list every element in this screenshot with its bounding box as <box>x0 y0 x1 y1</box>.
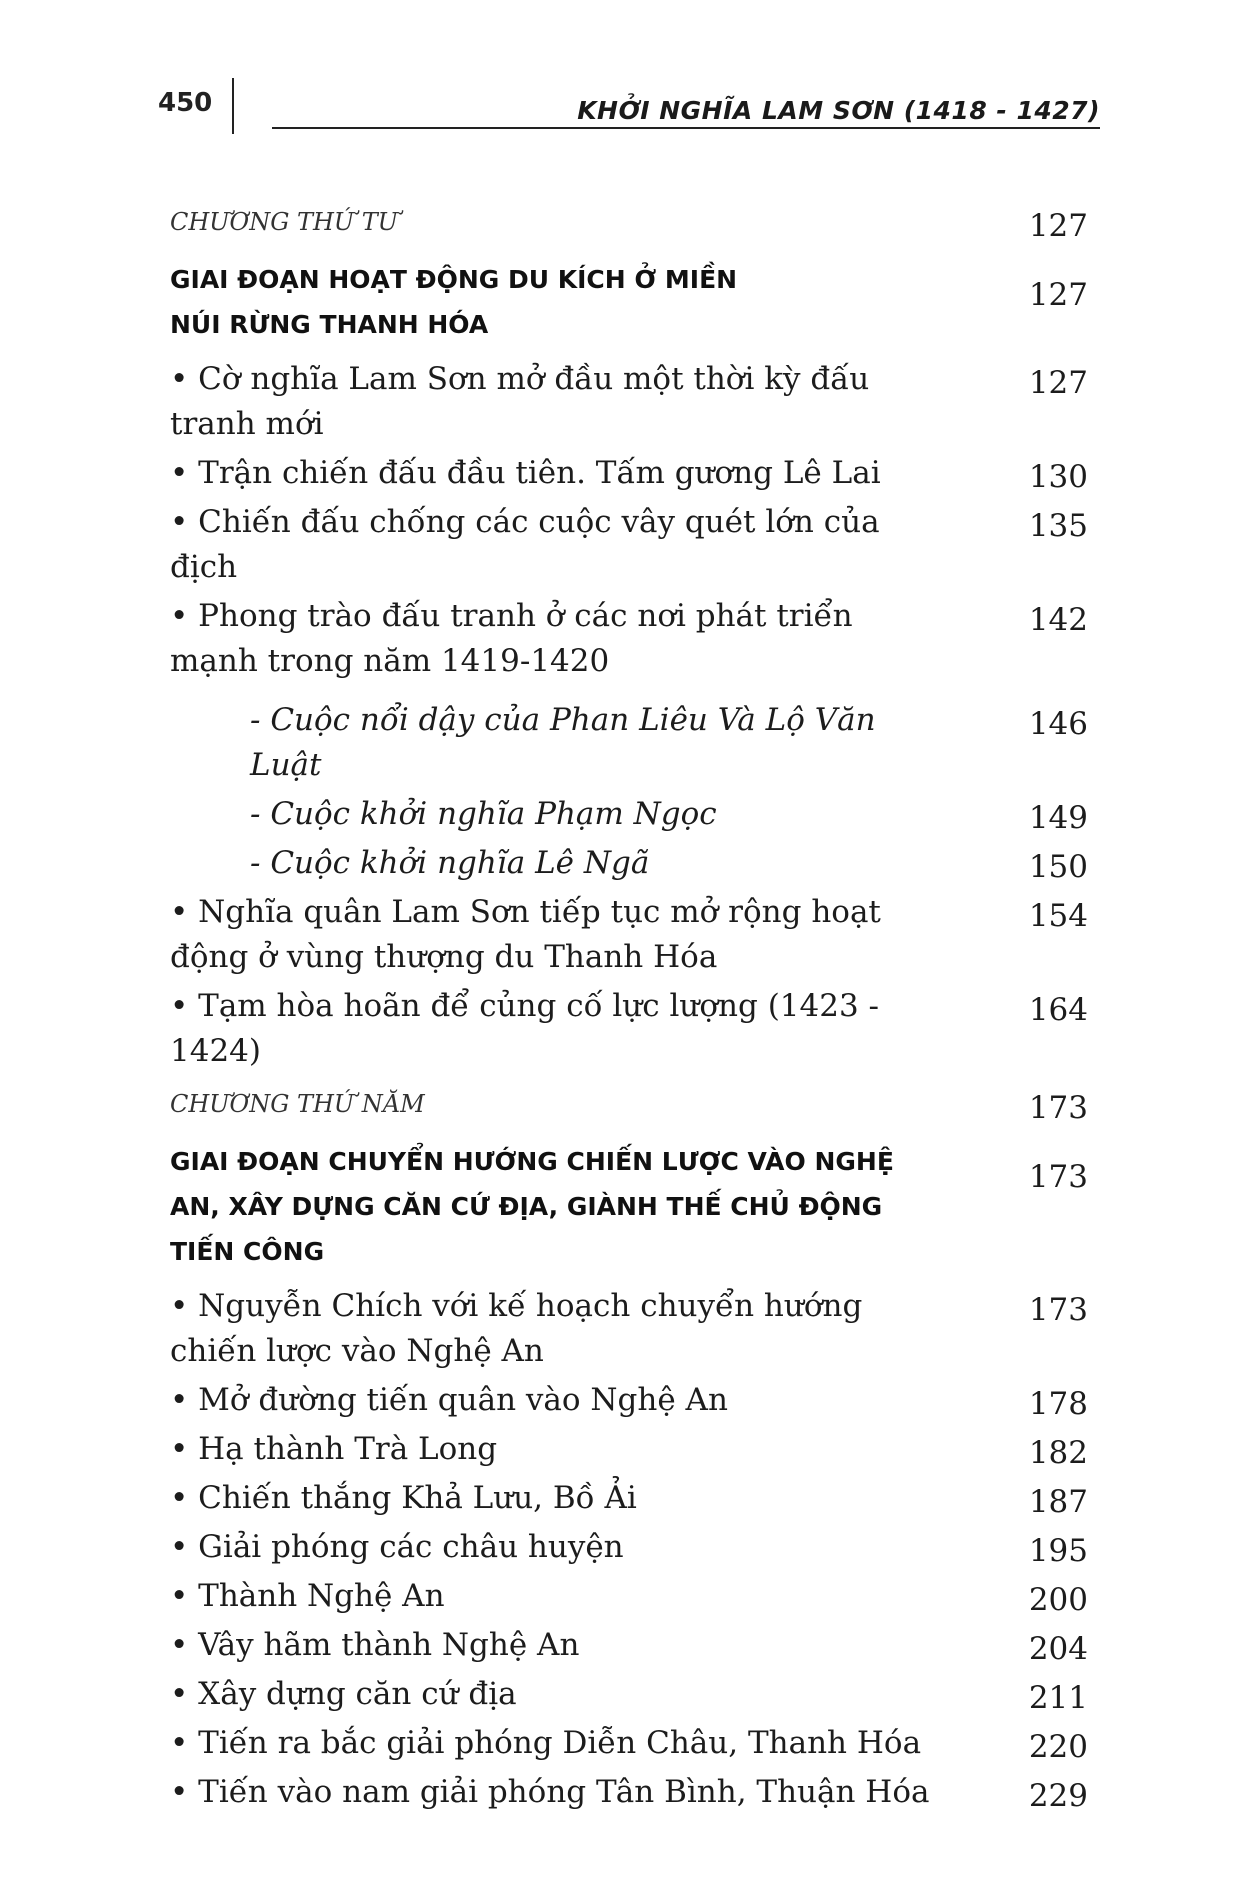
toc-item <box>170 1284 1088 1374</box>
toc-page-number: 220 <box>1028 1729 1088 1765</box>
toc-page-number: 195 <box>1028 1533 1088 1569</box>
toc-item <box>170 1476 1088 1521</box>
running-title: KHỞI NGHĨA LAM SƠN (1418 - 1427) <box>577 96 1100 125</box>
toc-chapter <box>170 200 1088 245</box>
toc-item <box>170 1623 1088 1668</box>
toc-entry-text: • Nguyễn Chích với kế hoạch chuyển hướng chiến lược vào Nghệ An <box>170 1284 910 1374</box>
toc-page-number: 173 <box>1028 1292 1088 1328</box>
toc-subitem <box>170 698 1088 788</box>
toc-entry-text: • Nghĩa quân Lam Sơn tiếp tục mở rộng hoạt động ở vùng thượng du Thanh Hóa <box>170 890 890 980</box>
toc-page-number: 200 <box>1028 1582 1088 1618</box>
toc-page-number: 127 <box>1028 208 1088 244</box>
toc-page-number: 178 <box>1028 1386 1088 1422</box>
toc-item <box>170 1525 1088 1570</box>
toc-page-number: 164 <box>1028 992 1088 1028</box>
toc-page-number: 173 <box>1028 1159 1088 1195</box>
toc-page-number: 229 <box>1028 1778 1088 1814</box>
toc-page-number: 142 <box>1028 602 1088 638</box>
header-divider <box>232 78 234 134</box>
toc-page-number: 204 <box>1028 1631 1088 1667</box>
toc-entry-text: • Trận chiến đấu đầu tiên. Tấm gương Lê Lai <box>170 451 950 496</box>
toc-item <box>170 594 1088 684</box>
toc-page-number: 154 <box>1028 898 1088 934</box>
toc-item <box>170 1770 1088 1815</box>
toc-item <box>170 1378 1088 1423</box>
toc-entry-text: • Hạ thành Trà Long <box>170 1427 950 1472</box>
toc-entry-text: • Thành Nghệ An <box>170 1574 950 1619</box>
toc-page-number: 127 <box>1028 365 1088 401</box>
toc-part-heading <box>170 1139 1088 1274</box>
toc-entry-text: • Xây dựng căn cứ địa <box>170 1672 950 1717</box>
toc-page-number: 187 <box>1028 1484 1088 1520</box>
toc-item <box>170 890 1088 980</box>
toc-item <box>170 500 1088 590</box>
toc-item <box>170 1721 1088 1766</box>
toc-page-number: 182 <box>1028 1435 1088 1471</box>
toc-item <box>170 1574 1088 1619</box>
toc-entry-text: • Cờ nghĩa Lam Sơn mở đầu một thời kỳ đấu tranh mới <box>170 357 950 447</box>
toc-entry-text: - Cuộc khởi nghĩa Phạm Ngọc <box>250 796 717 832</box>
toc-entry-text: • Vây hãm thành Nghệ An <box>170 1623 950 1668</box>
toc-page-number: 149 <box>1028 800 1088 836</box>
toc-page-number: 146 <box>1028 706 1088 742</box>
toc-page-number: 150 <box>1028 849 1088 885</box>
toc-entry-text: CHƯƠNG THỨ TƯ <box>170 208 399 236</box>
toc-item <box>170 984 1088 1074</box>
toc-page-number: 135 <box>1028 508 1088 544</box>
toc-subitem <box>170 841 1088 886</box>
toc-page-number: 173 <box>1028 1090 1088 1126</box>
toc-entry-text: • Chiến thắng Khả Lưu, Bồ Ải <box>170 1476 950 1521</box>
toc-entry-text: GIAI ĐOẠN CHUYỂN HƯỚNG CHIẾN LƯỢC VÀO NGHỆ AN, XÂY DỰNG CĂN CỨ ĐỊA, GIÀNH THẾ CHỦ ĐỘNG TIẾN CÔNG <box>170 1147 894 1266</box>
toc-subitem <box>170 792 1088 837</box>
toc-item <box>170 357 1088 447</box>
header-rule <box>272 127 1100 129</box>
toc-entry-text: • Tạm hòa hoãn để củng cố lực lượng (1423 - 1424) <box>170 984 950 1074</box>
toc-page-number: 127 <box>1028 277 1088 313</box>
table-of-contents <box>170 200 1088 1815</box>
toc-page-number: 211 <box>1028 1680 1088 1716</box>
toc-entry-text: - Cuộc nổi dậy của Phan Liêu Và Lộ Văn Luật <box>250 702 876 783</box>
toc-item <box>170 1427 1088 1472</box>
toc-item <box>170 451 1088 496</box>
toc-entry-text: • Tiến ra bắc giải phóng Diễn Châu, Thanh Hóa <box>170 1721 950 1766</box>
toc-item <box>170 1672 1088 1717</box>
page-header <box>0 0 1260 150</box>
toc-part-heading <box>170 257 1088 347</box>
toc-entry-text: • Phong trào đấu tranh ở các nơi phát triển mạnh trong năm 1419-1420 <box>170 594 870 684</box>
toc-entry-text: GIAI ĐOẠN HOẠT ĐỘNG DU KÍCH Ở MIỀN NÚI RỪNG THANH HÓA <box>170 265 738 339</box>
toc-entry-text: • Giải phóng các châu huyện <box>170 1525 950 1570</box>
toc-page-number: 130 <box>1028 459 1088 495</box>
toc-chapter <box>170 1082 1088 1127</box>
toc-entry-text: • Chiến đấu chống các cuộc vây quét lớn của địch <box>170 500 950 590</box>
toc-entry-text: CHƯƠNG THỨ NĂM <box>170 1090 425 1118</box>
toc-entry-text: • Tiến vào nam giải phóng Tân Bình, Thuận Hóa <box>170 1770 950 1815</box>
toc-entry-text: - Cuộc khởi nghĩa Lê Ngã <box>250 845 650 881</box>
toc-entry-text: • Mở đường tiến quân vào Nghệ An <box>170 1378 950 1423</box>
page-number: 450 <box>158 88 213 118</box>
